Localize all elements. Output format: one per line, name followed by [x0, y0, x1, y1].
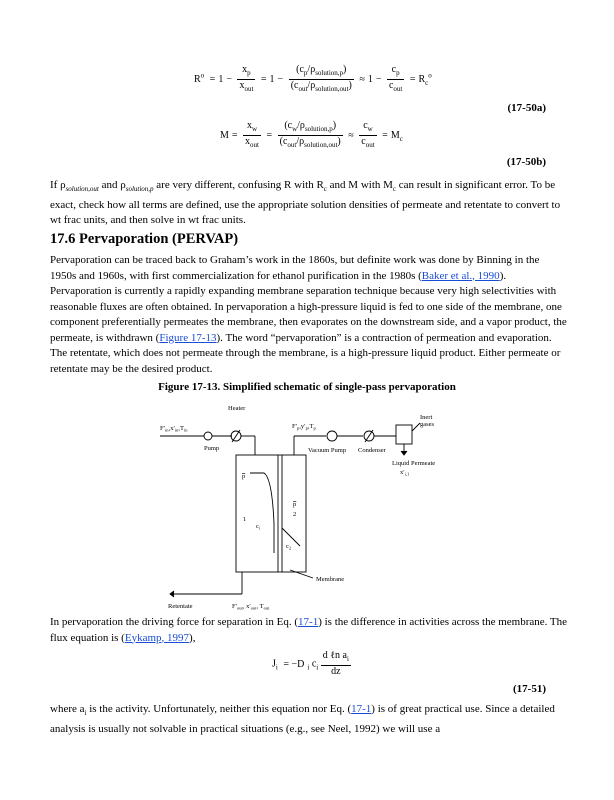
pressure-label-2: p [293, 501, 297, 508]
permeate-label: $F'_p,y'_p,T_p$ [292, 423, 316, 431]
vacuum-pump-label: Vacuum Pump [308, 447, 347, 454]
region-2-label: 2 [293, 511, 297, 518]
equation-17-50a: $R^o = 1$ − $x_p$ $x_{out}$ = 1 − $(c_p/\rho_{solution,p})$ $(c_{out}/\rho_{solution,out})$ ≈ 1 − $c_p$ $c_{out}$ = $R_c^o$ [194, 64, 432, 93]
ci-label: $c_i$ [256, 523, 261, 531]
equation-link-17-1-b[interactable]: 17-1 [351, 703, 372, 715]
inert-gases-label-2: gases [420, 421, 435, 428]
inert-gases-label: Inert [420, 414, 433, 421]
equation-17-51: $J_i = -D$ $_i$ $c_i$ d ℓn $a_i$ dz [272, 650, 349, 677]
outlet-label: $F'_{out}$, $x'_{out}$, $T_{out}$ [232, 603, 270, 611]
condenser-label: Condenser [358, 447, 386, 454]
pump-label: Pump [204, 445, 220, 452]
pervaporation-schematic [150, 398, 470, 612]
equation-link-17-1[interactable]: 17-1 [298, 616, 319, 628]
region-1-label: 1 [243, 516, 247, 523]
vacuum-pump-symbol [327, 431, 337, 441]
section-heading: 17.6 Pervaporation (PERVAP) [50, 231, 239, 247]
pressure-label-1: p [242, 473, 246, 480]
liquid-permeate-x-label: $x'_{i,1}$ [400, 469, 410, 477]
separator-tank [396, 425, 412, 444]
c2-label: $c_2$ [286, 543, 292, 551]
paragraph-density-note: If $\rho_{solution,out}$ and $\rho_{solution,p}$ are very different, confusing R with $R_c$ and M with $M_c$ can result in significant error. To be exact, check how all terms are defined, use the appropriate solution densities of permeate and retentate to convert to wt frac units, and then solve in wt frac units. [50, 179, 561, 227]
figure-caption: Figure 17-13. Simplified schematic of single-pass pervaporation [158, 381, 456, 393]
pump-symbol [204, 432, 212, 440]
paragraph-flux-intro: In pervaporation the driving force for separation in Eq. (17-1) is the difference in activities across the membrane. The flux equation is (Eykamp, 1997), [50, 616, 568, 644]
paragraph-pervaporation-intro: Pervaporation can be traced back to Graham’s work in the 1860s, but definite work was done by Binning in the 1950s and 1960s, with first commercialization for ethanol purification in the 1980s (Baker et al., 1990). Pervaporation is currently a rapidly expanding membrane separation technique because very high selectivities with reasonable fluxes are often obtained. In pervaporation a high-pressure liquid is fed to one side of the membrane, one component preferentially permeates the membrane, then evaporates on the downstream side, and a vapor product, the permeate, is withdrawn (Figure 17-13). The word “pervaporation” is a contraction of permeation and evaporation. The retentate, which does not permeate through the membrane, is a high-pressure liquid product. Either permeate or retentate may be the desired product. [50, 254, 567, 375]
liquid-permeate-label: Liquid Permeate [392, 460, 436, 467]
equation-number-17-50b: (17-50b) [506, 156, 546, 168]
retentate-label: Retentate [168, 603, 193, 610]
equation-number-17-50a: (17-50a) [507, 102, 546, 114]
feed-label: $F'_{in},x'_{in},T_{in}$ [160, 425, 188, 433]
equation-17-50b: M = $x_w$ $x_{out}$ = $(c_w/\rho_{solution,p})$ $(c_{out}/\rho_{solution,out})$ ≈ $c_w$ $c_{out}$ = $M_c$ [220, 120, 403, 149]
figure-link-17-13[interactable]: Figure 17-13 [159, 331, 217, 344]
membrane-pointer [290, 570, 313, 578]
concentration-profile [250, 473, 274, 553]
paragraph-activity-note: where $a_i$ is the activity. Unfortunately, neither this equation nor Eq. (17-1) is of great practical use. Since a detailed analysis is usually not solvable in practical situations (e.g., see Neel, 1992) we will use a [50, 703, 555, 735]
citation-link-baker[interactable]: Baker et al., 1990 [421, 269, 500, 282]
membrane-label: Membrane [316, 576, 345, 583]
citation-link-eykamp[interactable]: Eykamp, 1997 [124, 631, 190, 644]
heater-label: Heater [228, 405, 246, 412]
equation-number-17-51: (17-51) [513, 683, 546, 695]
